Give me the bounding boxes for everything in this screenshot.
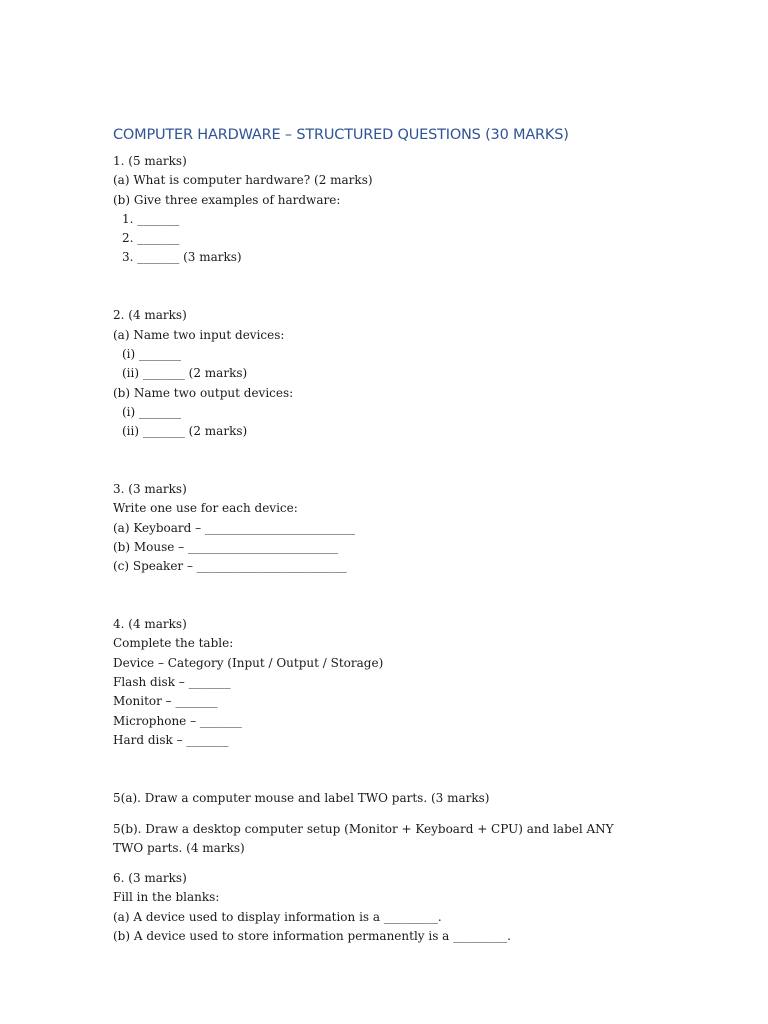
question-6-intro: Fill in the blanks:: [113, 890, 220, 905]
question-2b-item-2: (ii) _______ (2 marks): [122, 424, 248, 439]
question-1b: (b) Give three examples of hardware:: [113, 192, 341, 207]
question-1b-item-3: 3. _______ (3 marks): [122, 250, 242, 265]
question-6: [113, 869, 673, 946]
question-2a: (a) Name two input devices:: [113, 327, 285, 342]
question-3-title: 3. (3 marks): [113, 482, 187, 497]
question-3-item-b: (b) Mouse – _________________________: [113, 539, 338, 554]
document-heading: COMPUTER HARDWARE – STRUCTURED QUESTIONS (30 MARKS): [113, 127, 569, 143]
question-6b: (b) A device used to store information permanently is a _________.: [113, 928, 511, 943]
question-4-intro: Complete the table:: [113, 636, 234, 651]
question-4: [113, 615, 673, 750]
question-2b-item-1: (i) _______: [122, 404, 182, 419]
question-2b: (b) Name two output devices:: [113, 385, 294, 400]
question-1a: (a) What is computer hardware? (2 marks): [113, 173, 373, 188]
question-3: [113, 480, 673, 576]
question-2-title: 2. (4 marks): [113, 308, 187, 323]
question-3-item-a: (a) Keyboard – _________________________: [113, 520, 355, 535]
question-4-title: 4. (4 marks): [113, 617, 187, 632]
question-5a: 5(a). Draw a computer mouse and label TWO parts. (3 marks): [113, 790, 490, 805]
question-4-row: Flash disk – _______: [113, 675, 231, 690]
question-2: [113, 306, 673, 441]
question-1: [113, 152, 673, 268]
question-3-intro: Write one use for each device:: [113, 501, 298, 516]
document-page: [113, 125, 673, 946]
question-3-item-c: (c) Speaker – _________________________: [113, 559, 347, 574]
question-6-title: 6. (3 marks): [113, 871, 187, 886]
question-4-row: Hard disk – _______: [113, 732, 229, 747]
question-4-row: Microphone – _______: [113, 713, 242, 728]
question-4-header: Device – Category (Input / Output / Storage): [113, 655, 384, 670]
question-5b: 5(b). Draw a desktop computer setup (Monitor + Keyboard + CPU) and label ANY TWO parts. (4 marks): [113, 822, 614, 855]
question-1b-item-2: 2. _______: [122, 231, 180, 246]
question-1b-item-1: 1. _______: [122, 211, 180, 226]
question-2a-item-2: (ii) _______ (2 marks): [122, 366, 248, 381]
question-6a: (a) A device used to display information is a _________.: [113, 909, 442, 924]
question-1-title: 1. (5 marks): [113, 154, 187, 168]
question-2a-item-1: (i) _______: [122, 346, 182, 361]
question-4-row: Monitor – _______: [113, 694, 218, 709]
